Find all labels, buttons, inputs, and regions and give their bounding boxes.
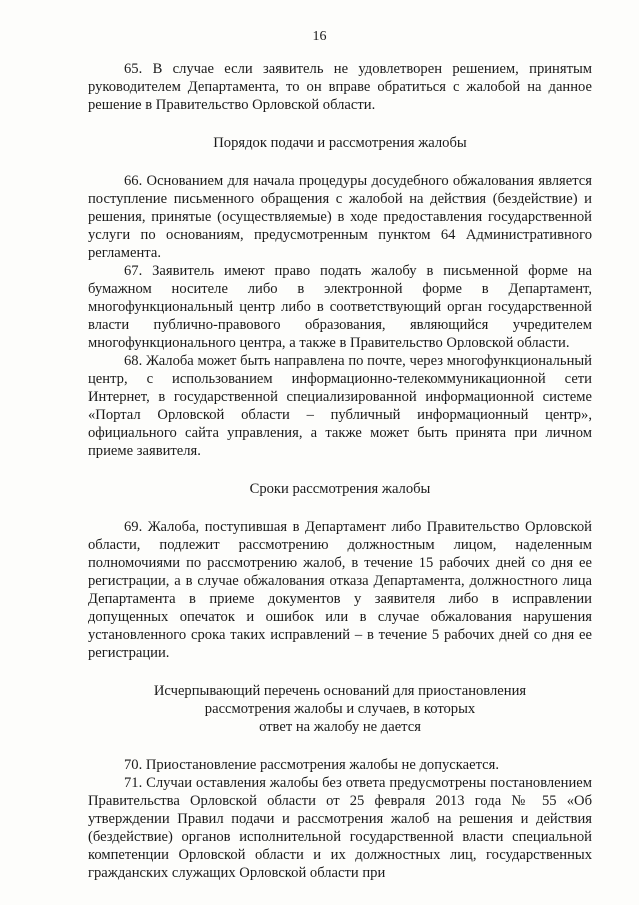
- spacer: [88, 736, 592, 756]
- spacer: [88, 662, 592, 682]
- paragraph-66: 66. Основанием для начала процедуры досудебного обжалования является поступление письменного обращения с жалобой на действия (бездействие) и решения, принятые (осуществляемые) в ходе предоставления государственной услуги по основаниям, предусмотренным пунктом 64 Административного регламента.: [88, 173, 592, 261]
- paragraph-70: 70. Приостановление рассмотрения жалобы не допускается.: [124, 757, 500, 773]
- spacer: [88, 498, 592, 518]
- spacer: [88, 114, 592, 134]
- section-heading-complaint-procedure: Порядок подачи и рассмотрения жалобы: [213, 135, 467, 151]
- paragraph-65: 65. В случае если заявитель не удовлетворен решением, принятым руководителем Департамента, то он вправе обратиться с жалобой на данное решение в Правительство Орловской области.: [88, 61, 592, 113]
- heading-line-3: ответ на жалобу не дается: [259, 719, 421, 735]
- section-heading-review-terms: Сроки рассмотрения жалобы: [249, 481, 431, 497]
- spacer: [88, 152, 592, 172]
- paragraph-68: 68. Жалоба может быть направлена по почте, через многофункциональный центр, с использованием информационно-телекоммуникационной сети Интернет, в государственной специализированной информационной системе «Портал Орловской области – публичный информационный центр», официального сайта управления, а также может быть принята при личном приеме заявителя.: [88, 353, 592, 459]
- heading-line-1: Исчерпывающий перечень оснований для приостановления: [153, 683, 527, 699]
- document-body: [88, 60, 592, 882]
- section-heading-suspension-grounds: [88, 682, 592, 736]
- page-number: 16: [312, 29, 327, 44]
- paragraph-69: 69. Жалоба, поступившая в Департамент либо Правительство Орловской области, подлежит рассмотрению должностным лицом, наделенным полномочиями по рассмотрению жалоб, в течение 15 рабочих дней со дня ее регистрации, а в случае обжалования отказа Департамента, должностного лица Департамента в приеме документов у заявителя либо в исправлении допущенных опечаток и ошибок или в случае обжалования нарушения установленного срока таких исправлений – в течение 5 рабочих дней со дня ее регистрации.: [88, 519, 592, 661]
- spacer: [88, 460, 592, 480]
- paragraph-71: 71. Случаи оставления жалобы без ответа предусмотрены постановлением Правительства Орловской области от 25 февраля 2013 года № 55 «Об утверждении Правил подачи и рассмотрения жалоб на решения и действия (бездействие) органов исполнительной государственной власти специальной компетенции Орловской области и их должностных лиц, государственных гражданских служащих Орловской области при: [88, 775, 592, 881]
- paragraph-67: 67. Заявитель имеют право подать жалобу в письменной форме на бумажном носителе либо в электронной форме в Департамент, многофункциональный центр либо в соответствующий орган государственной власти публично-правового образования, являющийся учредителем многофункционального центра, а также в Правительство Орловской области.: [88, 263, 592, 351]
- heading-line-2: рассмотрения жалобы и случаев, в которых: [204, 701, 476, 717]
